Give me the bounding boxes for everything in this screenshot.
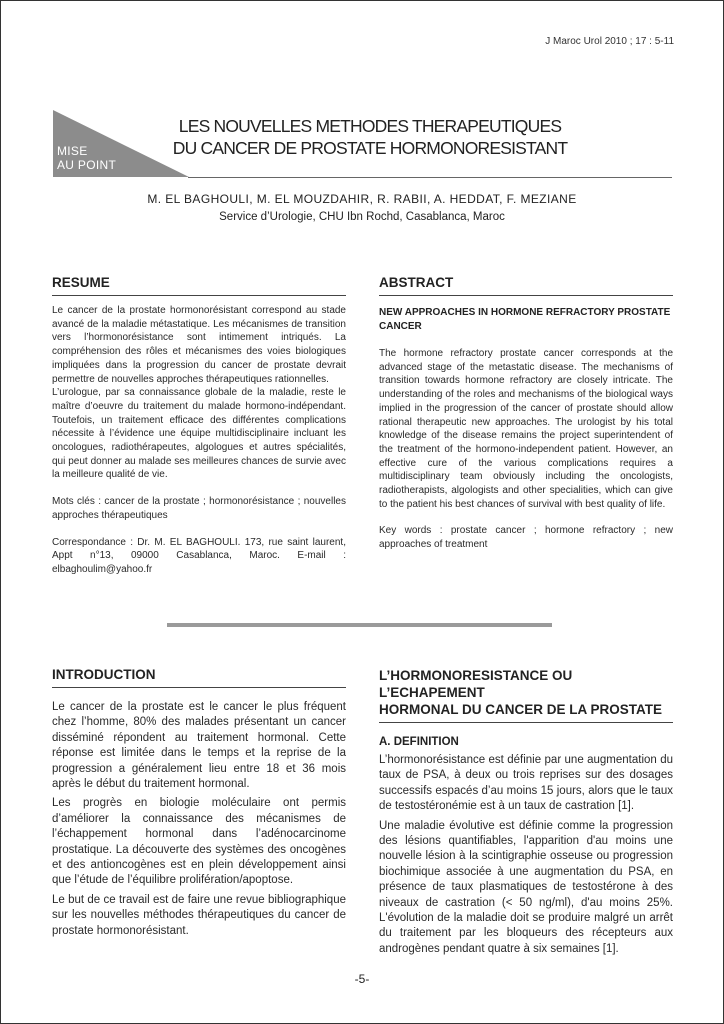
- abstract-keywords: Key words : prostate cancer ; hormone refractory ; new approaches of treatment: [379, 525, 673, 551]
- definition-paragraph-2: Une maladie évolutive est définie comme la progression des lésions quantifiables, l'apparition d'au moins une nouvelle lésion à la scintigraphie osseuse ou progression biochimique associée à une augmentation du PSA, en présence de taux plasmatiques de testostérone à des niveaux de castration (< 50 ng/ml), d'au moins 25%. L'évolution de la maladie doit se produire malgré un arrêt du traitement par les bloqueurs des récepteurs aux androgènes pendant quatre à six semaines [1].: [379, 819, 673, 955]
- abstract-subtitle: NEW APPROACHES IN HORMONE REFRACTORY PROSTATE CANCER: [379, 307, 671, 332]
- title-line-2: DU CANCER DE PROSTATE HORMONORESISTANT: [172, 138, 568, 158]
- rubric-label: [57, 144, 116, 172]
- abstract-section: [379, 275, 673, 552]
- definition-paragraph-1: L’hormonorésistance est définie par une augmentation du taux de PSA, à deux ou trois reprises sur des dosages successifs espacés d’au moins 15 jours, alors que le taux de testostéronémie est à un taux de castration [1].: [379, 754, 673, 813]
- title-line-1: LES NOUVELLES METHODES THERAPEUTIQUES: [178, 116, 562, 136]
- hormonoresistance-heading-line-1: L’HORMONORESISTANCE OU L’ECHAPEMENT: [379, 668, 573, 700]
- section-divider: [167, 623, 552, 627]
- hormonoresistance-heading: [379, 667, 673, 723]
- hormonoresistance-section: [379, 667, 673, 957]
- correspondance: Correspondance : Dr. M. EL BAGHOULI. 173, rue saint laurent, Appt n°13, 09000 Casablanca, Maroc. E-mail : elbaghoulim@yahoo.fr: [52, 536, 346, 575]
- resume-keywords: Mots clés : cancer de la prostate ; hormonorésistance ; nouvelles approches thérapeutiques: [52, 496, 346, 521]
- rubric-line-2: AU POINT: [57, 158, 117, 172]
- introduction-paragraph-3: Le but de ce travail est de faire une revue bibliographique sur les nouvelles méthodes thérapeutiques du cancer de prostate hormonorésistant.: [52, 893, 346, 937]
- article-title: [150, 115, 590, 159]
- journal-reference: J Maroc Urol 2010 ; 17 : 5-11: [545, 36, 674, 47]
- resume-paragraph-2: L’urologue, par sa connaissance globale de la maladie, reste le maître d’oeuvre du traitement du malade hormono-indépendant. Toutefois, un traitement efficace des différentes complications nécessite à l’évidence une équipe multidisciplinaire incluant les oncologues, radiothérapeutes, algologues et autres spécialités, qui peut donner au malade ses meilleures chances de survie avec la meilleure qualité de vie.: [52, 387, 346, 481]
- introduction-section: [52, 667, 346, 939]
- resume-heading: RESUME: [52, 275, 346, 296]
- abstract-heading: ABSTRACT: [379, 275, 673, 296]
- introduction-paragraph-2: Les progrès en biologie moléculaire ont permis d’améliorer la connaissance des mécanismes de l’échappement hormonal dans l’adénocarcinome prostatique. La découverte des systèmes des oncogènes et des antioncogènes est en plein développement ainsi que l’étude de l’équilibre prolifération/apoptose.: [52, 797, 346, 887]
- hormonoresistance-heading-line-2: HORMONAL DU CANCER DE LA PROSTATE: [379, 702, 662, 717]
- rubric-line-1: MISE: [57, 144, 88, 158]
- introduction-heading: INTRODUCTION: [52, 667, 346, 688]
- resume-paragraph-1: Le cancer de la prostate hormonorésistant correspond au stade avancé de la maladie métastatique. Les mécanismes de transition vers l’hormonorésistance sont intimement intriqués. La compréhension des rôles et mécanismes des voies biologiques impliquées dans la progression du cancer de prostate devrait permettre de nouvelles approches thérapeutiques rationnelles.: [52, 305, 346, 385]
- abstract-paragraph: The hormone refractory prostate cancer corresponds at the advanced stage of the metastatic disease. The mechanisms of transition towards hormone refractory are closely intricate. The understanding of the roles and mechanisms of the biological ways implied in the progression of the cancer of prostate should allow rational therapeutic new approaches. The urologist by his total knowledge of the disease remains the project superintendent of the treatment of the hormono-independent patient. However, an effective cure of the various complications requires a multidisciplinary team obviously including the oncologists, radiotherapists, algologists and other specialities, which can give to the patient his best chances of survival with best quality of life.: [379, 348, 673, 510]
- definition-subheading: A. DEFINITION: [379, 736, 459, 748]
- affiliation: Service d’Urologie, CHU Ibn Rochd, Casablanca, Maroc: [219, 211, 505, 223]
- title-rule: [188, 177, 672, 178]
- authors: M. EL BAGHOULI, M. EL MOUZDAHIR, R. RABII, A. HEDDAT, F. MEZIANE: [147, 192, 577, 206]
- page-number: -5-: [354, 972, 370, 986]
- resume-section: [52, 275, 346, 577]
- introduction-paragraph-1: Le cancer de la prostate est le cancer le plus fréquent chez l’homme, 80% des malades présentant un cancer disséminé répondent au traitement hormonal. Cette réponse est limitée dans le temps et la reprise de la progression a généralement lieu entre 18 et 36 mois après le début du traitement hormonal.: [52, 701, 346, 791]
